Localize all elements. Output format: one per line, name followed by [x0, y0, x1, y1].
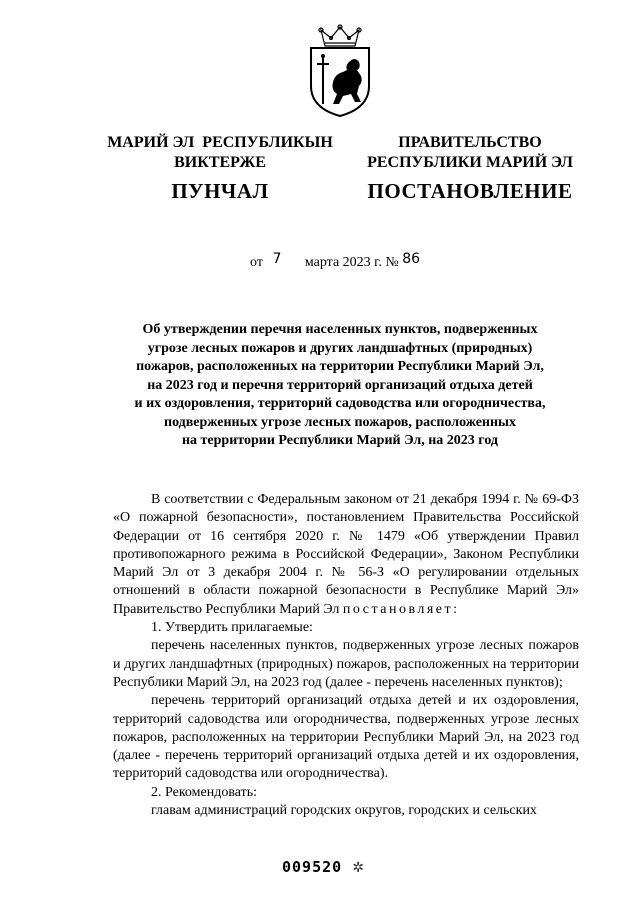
title-line: на 2023 год и перечня территорий организаций отдыха детей — [147, 377, 533, 393]
date-day: 7 — [272, 251, 282, 267]
title-line: и их оздоровления, территорий садоводства или огородничества, — [134, 396, 546, 411]
document-number: 86 — [402, 251, 421, 267]
body-list-item: главам администраций городских округов, городских и сельских — [151, 803, 537, 819]
body-intro-text: В соответствии с Федеральным законом от 21 декабря 1994 г. № 69-ФЗ «О пожарной безопасности», постановлением Правительства Российской Федерации от 16 сентября 2020 г. № 1479 «Об утверждении Правил противопожарного режима в Российской Федерации», Законом Республики Марий Эл от 3 декабря 2004 г. № 56-З «О регулировании отдельных отношений в области пожарной безопасности в Республике Марий Эл» Правительство Республики Марий Эл — [113, 492, 579, 617]
body-list-item: перечень населенных пунктов, подверженных угрозе лесных пожаров и других ландшафтных (природных) пожаров, расположенных на территории Республики Марий Эл, на 2023 год (далее - перечень населенных пунктов); — [113, 638, 579, 690]
title-line: на территории Республики Марий Эл, на 2023 год — [181, 433, 498, 448]
body-intro — [113, 491, 579, 619]
body-item-2: 2. Рекомендовать: — [151, 784, 257, 800]
header-left-doc-type: ПУНЧАЛ — [171, 179, 269, 203]
body-list-item: перечень территорий организаций отдыха детей и их оздоровления, территорий садоводства или огородничества, подверженных угрозе лесных пожаров, расположенных на территории Республики Марий Эл, на 2023 год (далее - перечень территорий организаций отдыха детей и их оздоровления, территорий садоводства или огородничества). — [113, 693, 579, 782]
body-item-1: 1. Утвердить прилагаемые: — [151, 620, 313, 636]
title-line: пожаров, расположенных на территории Республики Марий Эл, — [136, 359, 544, 374]
header-right-line1: ПРАВИТЕЛЬСТВО — [398, 134, 542, 151]
header-left — [100, 133, 340, 201]
date-line — [250, 251, 421, 271]
header-right-doc-type: ПОСТАНОВЛЕНИЕ — [367, 179, 573, 203]
body-intro-verb: постановляет: — [342, 601, 460, 617]
header-right-line2: РЕСПУБЛИКИ МАРИЙ ЭЛ — [367, 154, 573, 171]
header-right — [355, 133, 585, 201]
date-prefix: от — [250, 255, 263, 270]
title-line: угрозе лесных пожаров и других ландшафтных (природных) — [147, 340, 533, 356]
document-body — [113, 491, 579, 820]
date-rest: марта 2023 г. № — [304, 255, 399, 270]
title-line: подверженных угрозе лесных пожаров, расположенных — [164, 414, 516, 430]
serial-number-text: 009520 — [282, 858, 343, 876]
header-left-line1: МАРИЙ ЭЛ РЕСПУБЛИКЫН — [107, 134, 333, 151]
document-title — [100, 321, 580, 451]
seal-mark-icon: ✲ — [352, 860, 365, 876]
coat-of-arms-bear-icon — [303, 24, 377, 118]
header-left-line2: ВИКТЕРЖЕ — [174, 154, 266, 171]
title-line: Об утверждении перечня населенных пунктов, подверженных — [142, 322, 538, 337]
serial-number — [282, 858, 365, 876]
